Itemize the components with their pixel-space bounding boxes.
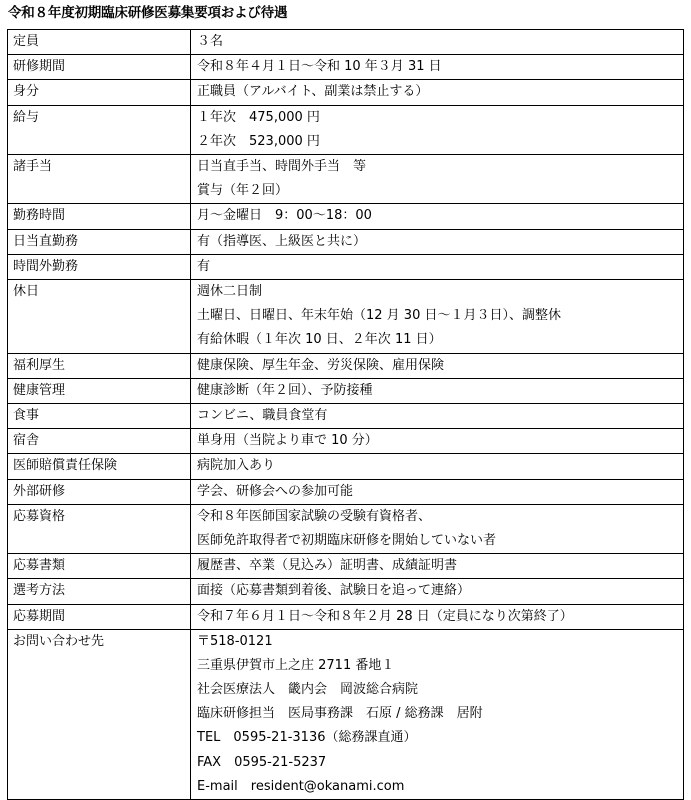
- row-value: [191, 403, 684, 428]
- row-label: 医師賠償責任保険: [8, 454, 191, 479]
- row-value: [191, 504, 684, 553]
- value-line: 面接（応募書類到着後、試験日を追って連絡）: [197, 583, 471, 599]
- value-line: 日当直手当、時間外手当 等: [197, 158, 367, 174]
- value-line: 有給休暇（１年次 10 日、２年次 11 日）: [197, 332, 442, 348]
- value-line: 令和７年６月１日～令和８年２月 28 日（定員になり次第終了）: [197, 608, 573, 624]
- value-line: 有（指導医、上級医と共に）: [197, 233, 367, 249]
- table-row: [8, 204, 684, 229]
- row-value: [191, 554, 684, 579]
- row-value: [191, 204, 684, 229]
- value-line: 履歴書、卒業（見込み）証明書、成績証明書: [197, 558, 458, 574]
- value-line: 病院加入あり: [197, 458, 276, 474]
- table-row: [8, 105, 684, 154]
- row-value: [191, 55, 684, 80]
- table-row: [8, 579, 684, 604]
- value-line: 臨床研修担当 医局事務課 石原 / 総務課 居附: [197, 706, 483, 722]
- row-label: 休日: [8, 279, 191, 353]
- page-title: 令和８年度初期臨床研修医募集要項および待遇: [8, 5, 288, 21]
- row-value: [191, 105, 684, 154]
- row-value: [191, 454, 684, 479]
- table-row: [8, 403, 684, 428]
- table-row: [8, 154, 684, 203]
- row-label: 外部研修: [8, 479, 191, 504]
- value-line: TEL 0595-21-3136（総務課直通）: [197, 730, 417, 746]
- row-label: 食事: [8, 403, 191, 428]
- row-label: 勤務時間: [8, 204, 191, 229]
- value-line: 有: [197, 258, 211, 274]
- row-value: [191, 629, 684, 799]
- value-line: 正職員（アルバイト、副業は禁止する）: [197, 84, 429, 100]
- row-value: [191, 30, 684, 55]
- value-line: 社会医療法人 畿内会 岡波総合病院: [197, 682, 419, 698]
- row-value: [191, 579, 684, 604]
- value-line: 〒518-0121: [197, 633, 273, 649]
- value-line: 医師免許取得者で初期臨床研修を開始していない者: [197, 532, 497, 548]
- table-row: [8, 229, 684, 254]
- row-value: [191, 479, 684, 504]
- row-value: [191, 353, 684, 378]
- value-line: 学会、研修会への参加可能: [197, 483, 354, 499]
- table-row: [8, 55, 684, 80]
- row-value: [191, 80, 684, 105]
- row-value: [191, 254, 684, 279]
- value-line: コンビニ、職員食堂有: [197, 407, 328, 423]
- value-line: １年次 475,000 円: [197, 109, 320, 125]
- row-label: 応募書類: [8, 554, 191, 579]
- value-line: ２年次 523,000 円: [197, 133, 320, 149]
- row-label: 時間外勤務: [8, 254, 191, 279]
- value-line: 令和８年４月１日～令和 10 年３月 31 日: [197, 59, 442, 75]
- table-row: [8, 80, 684, 105]
- value-line: 三重県伊賀市上之庄 2711 番地１: [197, 657, 395, 673]
- value-line: 単身用（当院より車で 10 分）: [197, 433, 378, 449]
- row-label: お問い合わせ先: [8, 629, 191, 799]
- value-line: 週休二日制: [197, 283, 263, 299]
- row-label: 選考方法: [8, 579, 191, 604]
- row-label: 定員: [8, 30, 191, 55]
- row-label: 応募資格: [8, 504, 191, 553]
- value-line: 令和８年医師国家試験の受験有資格者、: [197, 508, 432, 524]
- value-line: 賞与（年２回）: [197, 183, 289, 199]
- row-value: [191, 279, 684, 353]
- recruitment-table: [7, 29, 684, 800]
- table-row: [8, 429, 684, 454]
- table-row: [8, 504, 684, 553]
- table-row: [8, 554, 684, 579]
- row-label: 給与: [8, 105, 191, 154]
- row-value: [191, 229, 684, 254]
- value-line: 健康保険、厚生年金、労災保険、雇用保険: [197, 357, 445, 373]
- row-label: 宿舎: [8, 429, 191, 454]
- value-line: 健康診断（年２回）、予防接種: [197, 382, 373, 398]
- table-row: [8, 353, 684, 378]
- value-line: 土曜日、日曜日、年末年始（12 月 30 日～１月３日）、調整休: [197, 308, 561, 324]
- value-line: FAX 0595-21-5237: [197, 754, 327, 770]
- row-value: [191, 378, 684, 403]
- row-label: 福利厚生: [8, 353, 191, 378]
- value-line: 月～金曜日 9：00～18：00: [197, 208, 372, 224]
- row-label: 身分: [8, 80, 191, 105]
- value-line: ３名: [197, 34, 224, 49]
- row-label: 研修期間: [8, 55, 191, 80]
- table-row: [8, 378, 684, 403]
- table-row: [8, 279, 684, 353]
- row-value: [191, 429, 684, 454]
- value-line: E-mail resident@okanami.com: [197, 778, 405, 794]
- row-label: 健康管理: [8, 378, 191, 403]
- table-row: [8, 629, 684, 799]
- row-label: 日当直勤務: [8, 229, 191, 254]
- row-label: 諸手当: [8, 154, 191, 203]
- row-value: [191, 604, 684, 629]
- table-row: [8, 604, 684, 629]
- table-row: [8, 254, 684, 279]
- table-row: [8, 479, 684, 504]
- row-label: 応募期間: [8, 604, 191, 629]
- table-row: [8, 454, 684, 479]
- row-value: [191, 154, 684, 203]
- table-row: [8, 30, 684, 55]
